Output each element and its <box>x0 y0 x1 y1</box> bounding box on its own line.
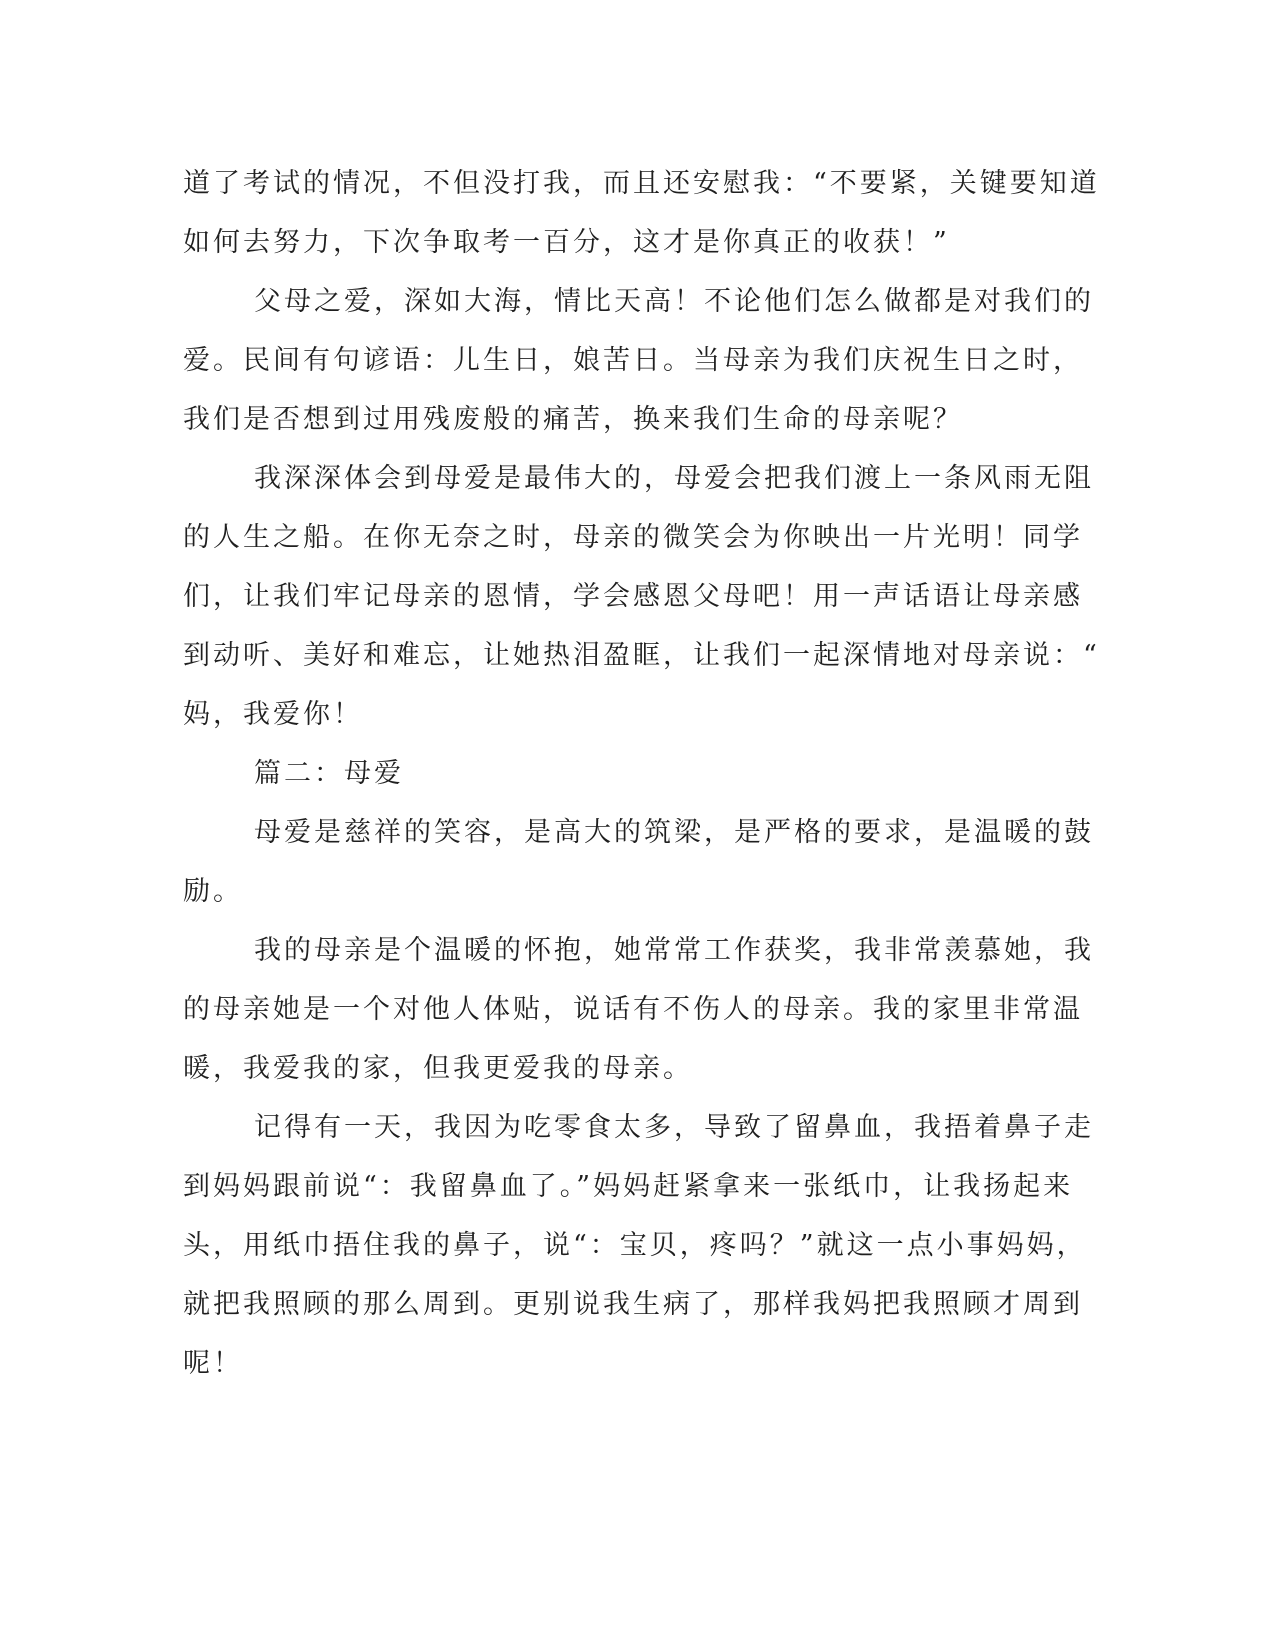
section-heading: 篇二：母爱 <box>254 758 404 789</box>
text-line: 呢！ <box>183 1348 243 1379</box>
text-line: 到动听、美好和难忘，让她热泪盈眶，让我们一起深情地对母亲说：“ <box>183 640 1100 671</box>
text-line: 的母亲她是一个对他人体贴，说话有不伤人的母亲。我的家里非常温 <box>183 994 1083 1025</box>
text-line: 如何去努力，下次争取考一百分，这才是你真正的收获！” <box>183 227 950 258</box>
document-body <box>183 154 1100 1393</box>
text-line: 父母之爱，深如大海，情比天高！不论他们怎么做都是对我们的 <box>254 286 1094 317</box>
text-line: 们，让我们牢记母亲的恩情，学会感恩父母吧！用一声话语让母亲感 <box>183 581 1083 612</box>
text-line: 头，用纸巾捂住我的鼻子，说“：宝贝，疼吗？”就这一点小事妈妈， <box>183 1230 1087 1261</box>
text-line: 妈，我爱你！ <box>183 699 363 730</box>
text-line: 记得有一天，我因为吃零食太多，导致了留鼻血，我捂着鼻子走 <box>254 1112 1094 1143</box>
text-line: 我们是否想到过用残废般的痛苦，换来我们生命的母亲呢？ <box>183 404 963 435</box>
text-line: 到妈妈跟前说“：我留鼻血了。”妈妈赶紧拿来一张纸巾，让我扬起来 <box>183 1171 1074 1202</box>
text-line: 爱。民间有句谚语：儿生日，娘苦日。当母亲为我们庆祝生日之时， <box>183 345 1083 376</box>
text-line: 暖，我爱我的家，但我更爱我的母亲。 <box>183 1053 693 1084</box>
text-line: 我深深体会到母爱是最伟大的，母爱会把我们渡上一条风雨无阻 <box>254 463 1094 494</box>
text-line: 就把我照顾的那么周到。更别说我生病了，那样我妈把我照顾才周到 <box>183 1289 1083 1320</box>
text-line: 母爱是慈祥的笑容，是高大的筑梁，是严格的要求，是温暖的鼓 <box>254 817 1094 848</box>
text-line: 的人生之船。在你无奈之时，母亲的微笑会为你映出一片光明！同学 <box>183 522 1083 553</box>
text-line: 道了考试的情况，不但没打我，而且还安慰我：“不要紧，关键要知道 <box>183 168 1100 199</box>
text-line: 励。 <box>183 876 243 907</box>
text-line: 我的母亲是个温暖的怀抱，她常常工作获奖，我非常羡慕她，我 <box>254 935 1094 966</box>
